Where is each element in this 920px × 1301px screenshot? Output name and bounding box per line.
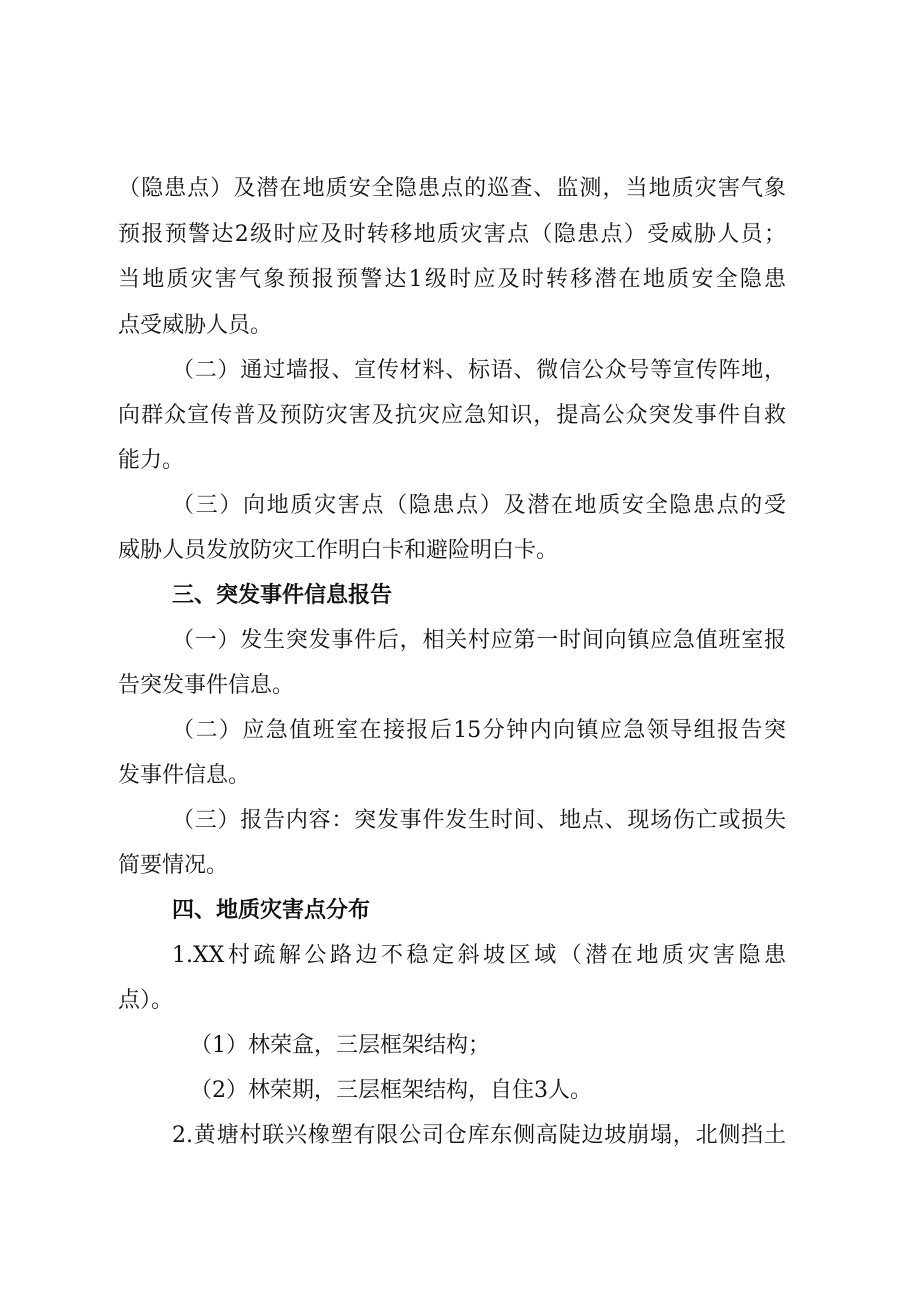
body-text-line: 1.XX村疏解公路边不稳定斜坡区域（潜在地质灾害隐患 — [172, 943, 786, 968]
section-heading: 四、地质灾害点分布 — [172, 898, 371, 923]
body-text-line: 点受威胁人员。 — [118, 313, 273, 338]
body-text-line: 当地质灾害气象预报预警达1级时应及时转移潜在地质安全隐患 — [118, 267, 786, 292]
body-text-line: 2.黄塘村联兴橡塑有限公司仓库东侧高陡边坡崩塌，北侧挡土 — [172, 1123, 786, 1148]
body-text-line: 威胁人员发放防灾工作明白卡和避险明白卡。 — [118, 538, 559, 563]
body-text-line: 简要情况。 — [118, 853, 229, 878]
body-text-line: （二）通过墙报、宣传材料、标语、微信公众号等宣传阵地， — [172, 358, 786, 383]
body-text-line: （隐患点）及潜在地质安全隐患点的巡查、监测，当地质灾害气象 — [118, 176, 786, 201]
body-text-line: （三）报告内容：突发事件发生时间、地点、现场伤亡或损失 — [172, 808, 786, 833]
body-text-line: （二）应急值班室在接报后15分钟内向镇应急领导组报告突 — [172, 718, 786, 743]
body-text-line: 向群众宣传普及预防灾害及抗灾应急知识，提高公众突发事件自救 — [118, 403, 786, 428]
body-text-line: 能力。 — [118, 448, 185, 473]
body-text-line: 告突发事件信息。 — [118, 673, 295, 698]
body-text-line: 预报预警达2级时应及时转移地质灾害点（隐患点）受威胁人员； — [118, 222, 786, 247]
body-text-line: （三）向地质灾害点（隐患点）及潜在地质安全隐患点的受 — [172, 493, 786, 518]
list-item: （1）林荣盒，三层框架结构； — [190, 1033, 490, 1058]
list-item: （2）林荣期，三层框架结构，自住3人。 — [190, 1078, 592, 1103]
body-text-line: 发事件信息。 — [118, 763, 251, 788]
section-heading: 三、突发事件信息报告 — [172, 583, 393, 608]
body-text-line: 点）。 — [118, 988, 174, 1013]
body-text-line: （一）发生突发事件后，相关村应第一时间向镇应急值班室报 — [172, 628, 786, 653]
